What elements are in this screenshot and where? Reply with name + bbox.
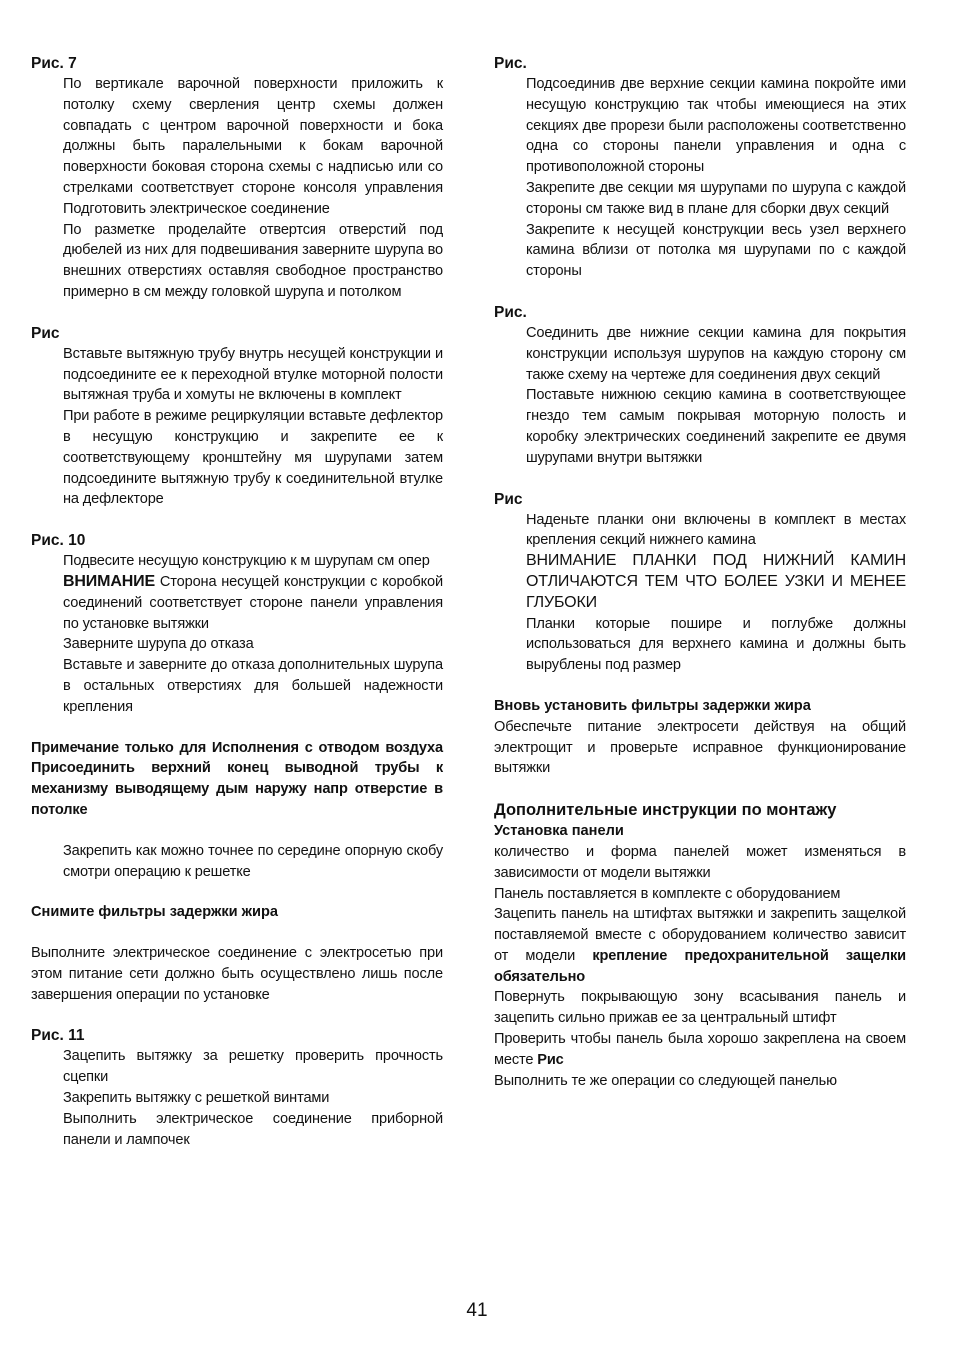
fig8-heading: Рис [31, 324, 60, 342]
fig11-paragraph-3: Выполнить электрическое соединение приборной панели и лампочек [63, 1110, 443, 1148]
remove-filters-heading: Снимите фильтры задержки жира [31, 904, 278, 921]
refit-paragraph: Обеспечьте питание электросети действуя на общий электрощит и проверьте исправное функционирование вытяжки [494, 718, 906, 777]
panel-install-subtitle: Установка панели [494, 823, 624, 840]
figA-heading: Рис. [494, 55, 527, 72]
right-column [494, 53, 906, 1091]
fig8-body [31, 344, 443, 510]
figB-paragraph-1: Соединить две нижние секции камина для покрытия конструкции используя шурупов на каждую сторону см также схему на чертеже для соединения двух секций [526, 324, 906, 383]
extra-paragraph-3-bold: крепление предохранительной защелки обязательно [494, 947, 907, 985]
extra-paragraph-5-text: Проверить чтобы панель была хорошо закреплена на своем месте [494, 1031, 906, 1068]
fig10-attention [63, 572, 443, 634]
figC-paragraph-2: Планки которые пошире и поглубже должны использоваться для верхнего камина и должны быть вырублены под размер [526, 615, 906, 674]
figA-paragraph-2: Закрепите две секции мя шурупами по шурупа с каждой стороны см также вид в плане для сборки двух секций [526, 179, 906, 217]
figB-heading: Рис. [494, 303, 527, 321]
figB-body [494, 323, 906, 469]
fig7-body [31, 74, 443, 303]
note-paragraph: Закрепить как можно точнее по середине опорную скобу смотри операцию к решетке [63, 842, 443, 880]
fig10-body [31, 551, 443, 717]
left-column [31, 53, 443, 1150]
extra-paragraph-6: Выполнить те же операции со следующей панелью [494, 1072, 837, 1089]
extra-paragraph-3-text: Зацепить панель на штифтах вытяжки и закрепить защелкой поставляемой вместе с оборудованием количество зависит от модели [494, 906, 906, 964]
fig11-heading: Рис. 11 [31, 1027, 85, 1045]
figC-paragraph-1: Наденьте планки они включены в комплект в местах крепления секций нижнего камина [526, 511, 906, 549]
extra-paragraph-2: Панель поставляется в комплекте с оборудованием [494, 885, 841, 902]
figC-heading: Рис [494, 490, 523, 508]
extra-paragraph-4: Повернуть покрывающую зону всасывания панель и зацепить сильно прижав ее за центральный штифт [494, 989, 906, 1027]
electric-connection-paragraph: Выполните электрическое соединение с электросетью при этом питание сети должно быть осуществлено лишь после завершения операции по установке [31, 945, 443, 1003]
fig10-paragraph-3: Вставьте и заверните до отказа дополнительных шурупа в остальных отверстиях для большей надежности крепления [63, 657, 443, 715]
fig7-heading: Рис. 7 [31, 55, 77, 72]
figA-paragraph-1: Подсоединив две верхние секции камина покройте ими несущую конструкцию так чтобы имеющиеся на этих секциях две прорези были расположены соответственно одна со стороны панели управления и одна с противоположной стороны [526, 76, 906, 176]
fig8-paragraph-1: Вставьте вытяжную трубу внутрь несущей конструкции и подсоедините ее к переходной втулке моторной полости вытяжная труба и хомуты не включены в комплект [63, 345, 443, 404]
attention-text: Сторона несущей конструкции с коробкой соединений соответствует стороне панели управления по установке вытяжки [63, 573, 443, 632]
extra-paragraph-1: количество и форма панелей может изменяться в зависимости от модели вытяжки [494, 843, 906, 881]
figA-body [494, 74, 906, 282]
fig10-paragraph-2: Заверните шурупа до отказа [63, 636, 254, 653]
figC-body [494, 510, 906, 676]
fig8-paragraph-2: При работе в режиме рециркуляции вставьте дефлектор в несущую конструкцию и закрепите ее к соответствующему кронштейну мя шурупами затем подсоедините вытяжную трубу к соединительной втулке на дефлекторе [63, 408, 443, 508]
extra-instructions-title: Дополнительные инструкции по монтажу [494, 801, 837, 820]
attention-label: ВНИМАНИЕ [63, 572, 156, 590]
fig11-paragraph-2: Закрепить вытяжку с решеткой винтами [63, 1090, 330, 1107]
extra-paragraph-3 [494, 904, 906, 987]
refit-filters-heading: Вновь установить фильтры задержки жира [494, 697, 811, 714]
note-body [31, 841, 443, 883]
extra-paragraph-5-bold: Рис [537, 1051, 564, 1068]
fig10-paragraph-1: Подвесите несущую конструкцию к м шурупам см опер [63, 553, 430, 570]
fig11-body [31, 1046, 443, 1150]
fig7-paragraph-1: По вертикале варочной поверхности приложить к потолку схему сверления центр схемы должен совпадать с центром варочной поверхности и бока должны быть паралельными к бокам варочной поверхности боковая сторона схемы с надписью или со стрелками соответствует стороне консоля управления Подготовить электрическое соединение [63, 76, 443, 217]
figA-paragraph-3: Закрепите к несущей конструкции весь узел верхнего камина вблизи от потолка мя шурупами по с каждой стороны [526, 221, 906, 280]
extra-paragraph-5 [494, 1029, 906, 1071]
figB-paragraph-2: Поставьте нижнюю секцию камина в соответствующее гнездо тем самым покрывая моторную полость и коробку электрических соединений закрепите ее двумя шурупами внутри вытяжки [526, 387, 906, 466]
fig10-heading: Рис. 10 [31, 532, 86, 550]
fig7-paragraph-2: По разметке проделайте отвертсия отверстий под дюбелей из них для подвешивания заверните шурупа во внешних отверстиях оставляя свободное пространство примерно в см между головкой шурупа и потолком [63, 221, 443, 300]
page-number: 41 [466, 1300, 488, 1321]
fig11-paragraph-1: Зацепить вытяжку за решетку проверить прочность сцепки [63, 1048, 443, 1086]
exhaust-note: Примечание только для Исполнения с отводом воздуха Присоединить верхний конец выводной трубы к механизму выводящему дым наружу напр отверстие в потолке [31, 739, 443, 818]
figC-warning-caps: ВНИМАНИЕ ПЛАНКИ ПОД НИЖНИЙ КАМИН ОТЛИЧАЮТСЯ ТЕМ ЧТО БОЛЕЕ УЗКИ И МЕНЕЕ ГЛУБОКИ [526, 552, 906, 611]
